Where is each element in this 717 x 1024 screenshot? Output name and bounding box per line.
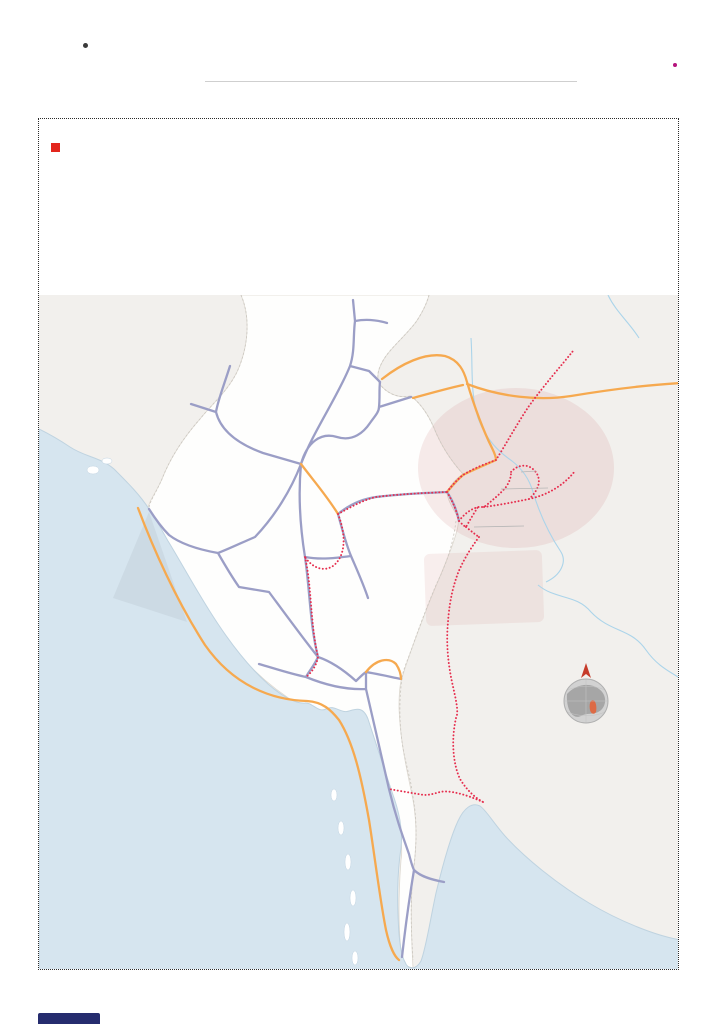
- magenta-dot-icon: [673, 63, 677, 67]
- logo-wordmark: [72, 33, 88, 48]
- mapping-line: [667, 63, 680, 67]
- trade-routes-map: [39, 295, 678, 970]
- red-square-bullet-icon: [51, 143, 60, 152]
- logo-dot: [83, 43, 88, 48]
- isp-logo: [72, 32, 88, 48]
- title-row: [51, 143, 68, 152]
- header-divider-line: [205, 81, 577, 82]
- globe-icon: [564, 679, 608, 723]
- footer-bar: [38, 1013, 100, 1024]
- map-svg: [39, 295, 678, 970]
- header-right: [667, 50, 680, 67]
- content-frame: [38, 118, 679, 970]
- thailand-highlight: [424, 550, 544, 626]
